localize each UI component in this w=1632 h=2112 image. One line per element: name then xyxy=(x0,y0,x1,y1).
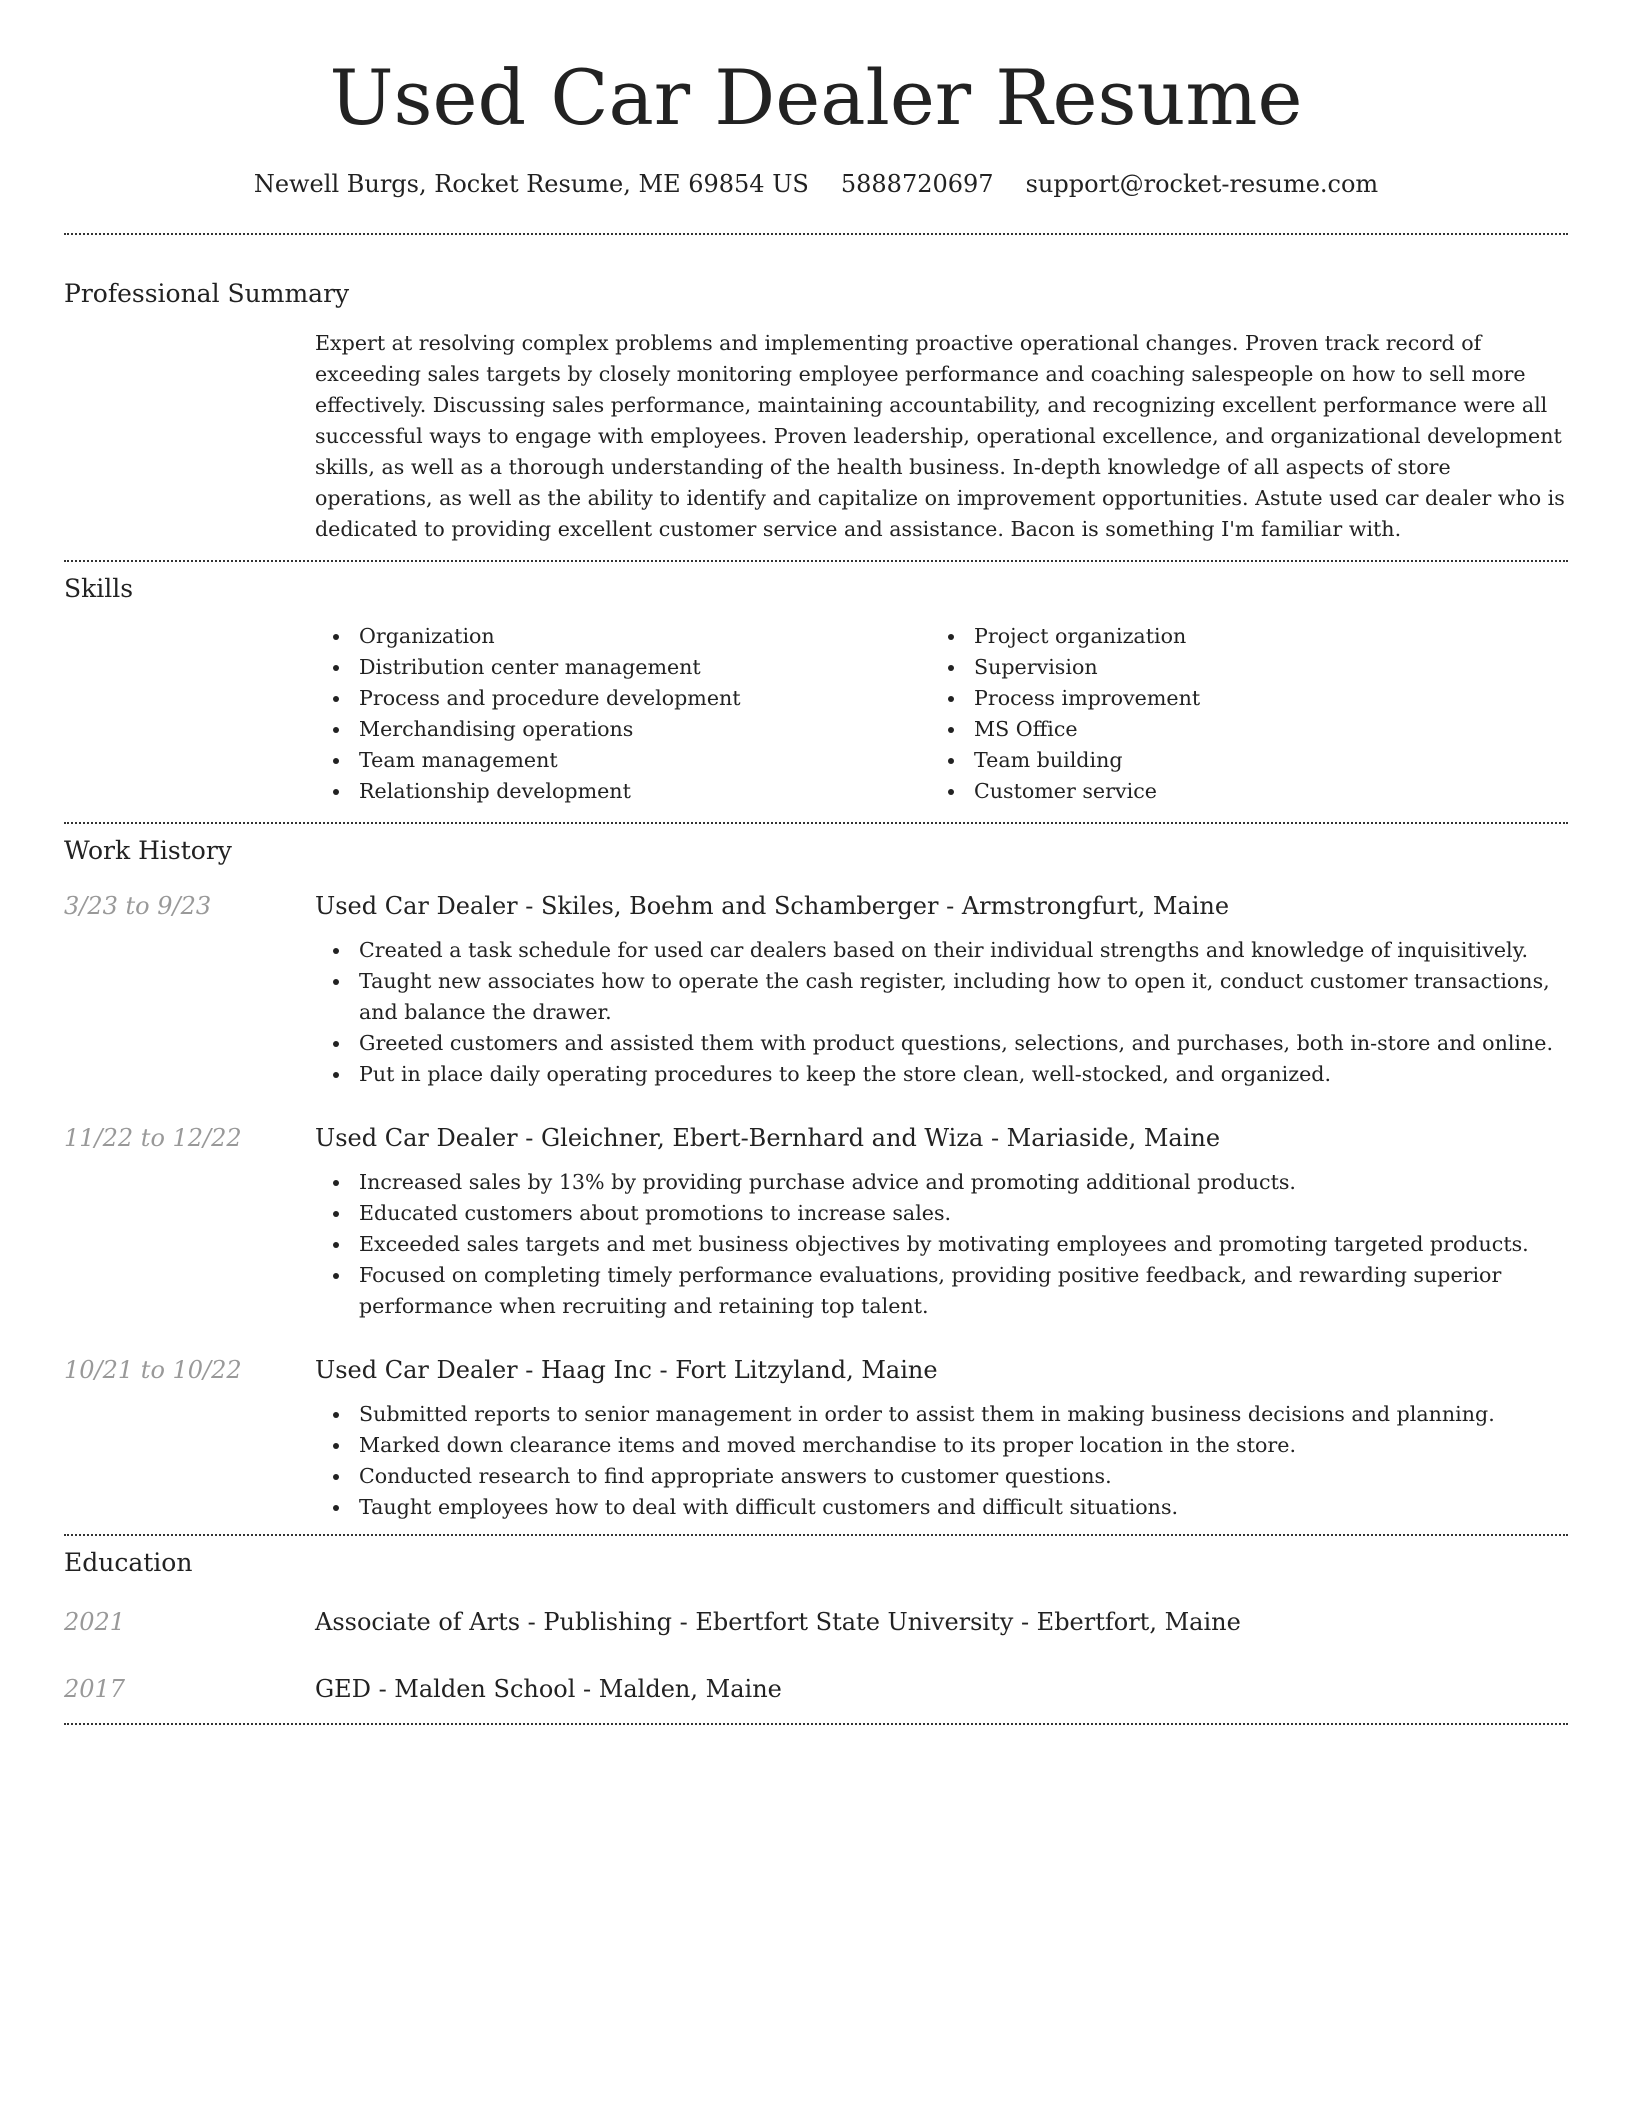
skill-item: Team management xyxy=(359,745,930,776)
skills-section xyxy=(64,621,1568,807)
job-dates: 3/23 to 9/23 xyxy=(64,892,212,920)
job-bullet: Taught new associates how to operate the cash register, including how to open it, conduct customer transactions, and balance the drawer. xyxy=(359,966,1568,1028)
education-year: 2021 xyxy=(64,1608,126,1636)
skill-item: Customer service xyxy=(974,776,1545,807)
job-dates: 11/22 to 12/22 xyxy=(64,1124,242,1152)
skill-item: Process and procedure development xyxy=(359,683,930,714)
job-title: Used Car Dealer - Gleichner, Ebert-Bernhard and Wiza - Mariaside, Maine xyxy=(315,1124,1221,1152)
job-bullet: Taught employees how to deal with difficult customers and difficult situations. xyxy=(359,1492,1568,1523)
skill-item: Relationship development xyxy=(359,776,930,807)
job-bullets xyxy=(315,1399,1568,1523)
summary-heading: Professional Summary xyxy=(64,279,350,308)
education-year: 2017 xyxy=(64,1675,126,1703)
skill-item: Organization xyxy=(359,621,930,652)
education-title: Associate of Arts - Publishing - Ebertfort State University - Ebertfort, Maine xyxy=(315,1608,1241,1636)
contact-address: Newell Burgs, Rocket Resume, ME 69854 US xyxy=(253,170,809,198)
section-divider xyxy=(64,822,1568,824)
job-bullet: Marked down clearance items and moved merchandise to its proper location in the store. xyxy=(359,1430,1568,1461)
job-bullet: Conducted research to find appropriate answers to customer questions. xyxy=(359,1461,1568,1492)
education-title: GED - Malden School - Malden, Maine xyxy=(315,1675,782,1703)
skills-column-left xyxy=(315,621,930,807)
section-divider xyxy=(64,233,1568,235)
skill-item: Merchandising operations xyxy=(359,714,930,745)
job-bullets xyxy=(315,935,1568,1090)
skills-heading: Skills xyxy=(64,574,134,603)
summary-section xyxy=(64,328,1568,545)
job-bullet: Greeted customers and assisted them with product questions, selections, and purchases, both in-store and online. xyxy=(359,1028,1568,1059)
job-title: Used Car Dealer - Skiles, Boehm and Schamberger - Armstrongfurt, Maine xyxy=(315,892,1230,920)
job-entry xyxy=(64,1353,1568,1523)
job-bullet: Submitted reports to senior management in order to assist them in making business decisions and planning. xyxy=(359,1399,1568,1430)
contact-line xyxy=(64,168,1568,200)
resume-page xyxy=(64,0,1568,1725)
education-entry xyxy=(64,1672,1568,1706)
skill-item: Team building xyxy=(974,745,1545,776)
section-divider xyxy=(64,1534,1568,1536)
education-entry xyxy=(64,1605,1568,1639)
job-bullet: Increased sales by 13% by providing purchase advice and promoting additional products. xyxy=(359,1167,1568,1198)
job-bullet: Created a task schedule for used car dealers based on their individual strengths and knowledge of inquisitively. xyxy=(359,935,1568,966)
section-divider xyxy=(64,560,1568,562)
job-dates: 10/21 to 10/22 xyxy=(64,1356,242,1384)
skill-item: Project organization xyxy=(974,621,1545,652)
section-divider xyxy=(64,1723,1568,1725)
contact-email: support@rocket-resume.com xyxy=(1025,170,1379,198)
skill-item: Distribution center management xyxy=(359,652,930,683)
skill-item: Process improvement xyxy=(974,683,1545,714)
job-entry xyxy=(64,1121,1568,1322)
job-entry xyxy=(64,889,1568,1090)
skills-column-right xyxy=(930,621,1545,807)
job-bullet: Exceeded sales targets and met business objectives by motivating employees and promoting targeted products. xyxy=(359,1229,1568,1260)
work-heading: Work History xyxy=(64,836,232,865)
contact-phone: 5888720697 xyxy=(840,170,994,198)
resume-title: Used Car Dealer Resume xyxy=(329,53,1303,142)
education-heading: Education xyxy=(64,1548,193,1577)
job-bullet: Put in place daily operating procedures to keep the store clean, well-stocked, and organized. xyxy=(359,1059,1568,1090)
job-bullet: Focused on completing timely performance evaluations, providing positive feedback, and rewarding superior performance when recruiting and retaining top talent. xyxy=(359,1260,1568,1322)
summary-text: Expert at resolving complex problems and implementing proactive operational changes. Proven track record of exceeding sales targets by closely monitoring employee performance and coaching salespeople on how to sell more effectively. Discussing sales performance, maintaining accountability, and recognizing excellent performance were all successful ways to engage with employees. Proven leadership, operational excellence, and organizational development skills, as well as a thorough understanding of the health business. In-depth knowledge of all aspects of store operations, as well as the ability to identify and capitalize on improvement opportunities. Astute used car dealer who is dedicated to providing excellent customer service and assistance. Bacon is something I'm familiar with. xyxy=(315,331,1565,541)
job-title: Used Car Dealer - Haag Inc - Fort Litzyland, Maine xyxy=(315,1356,938,1384)
skill-item: Supervision xyxy=(974,652,1545,683)
job-bullet: Educated customers about promotions to increase sales. xyxy=(359,1198,1568,1229)
skill-item: MS Office xyxy=(974,714,1545,745)
job-bullets xyxy=(315,1167,1568,1322)
